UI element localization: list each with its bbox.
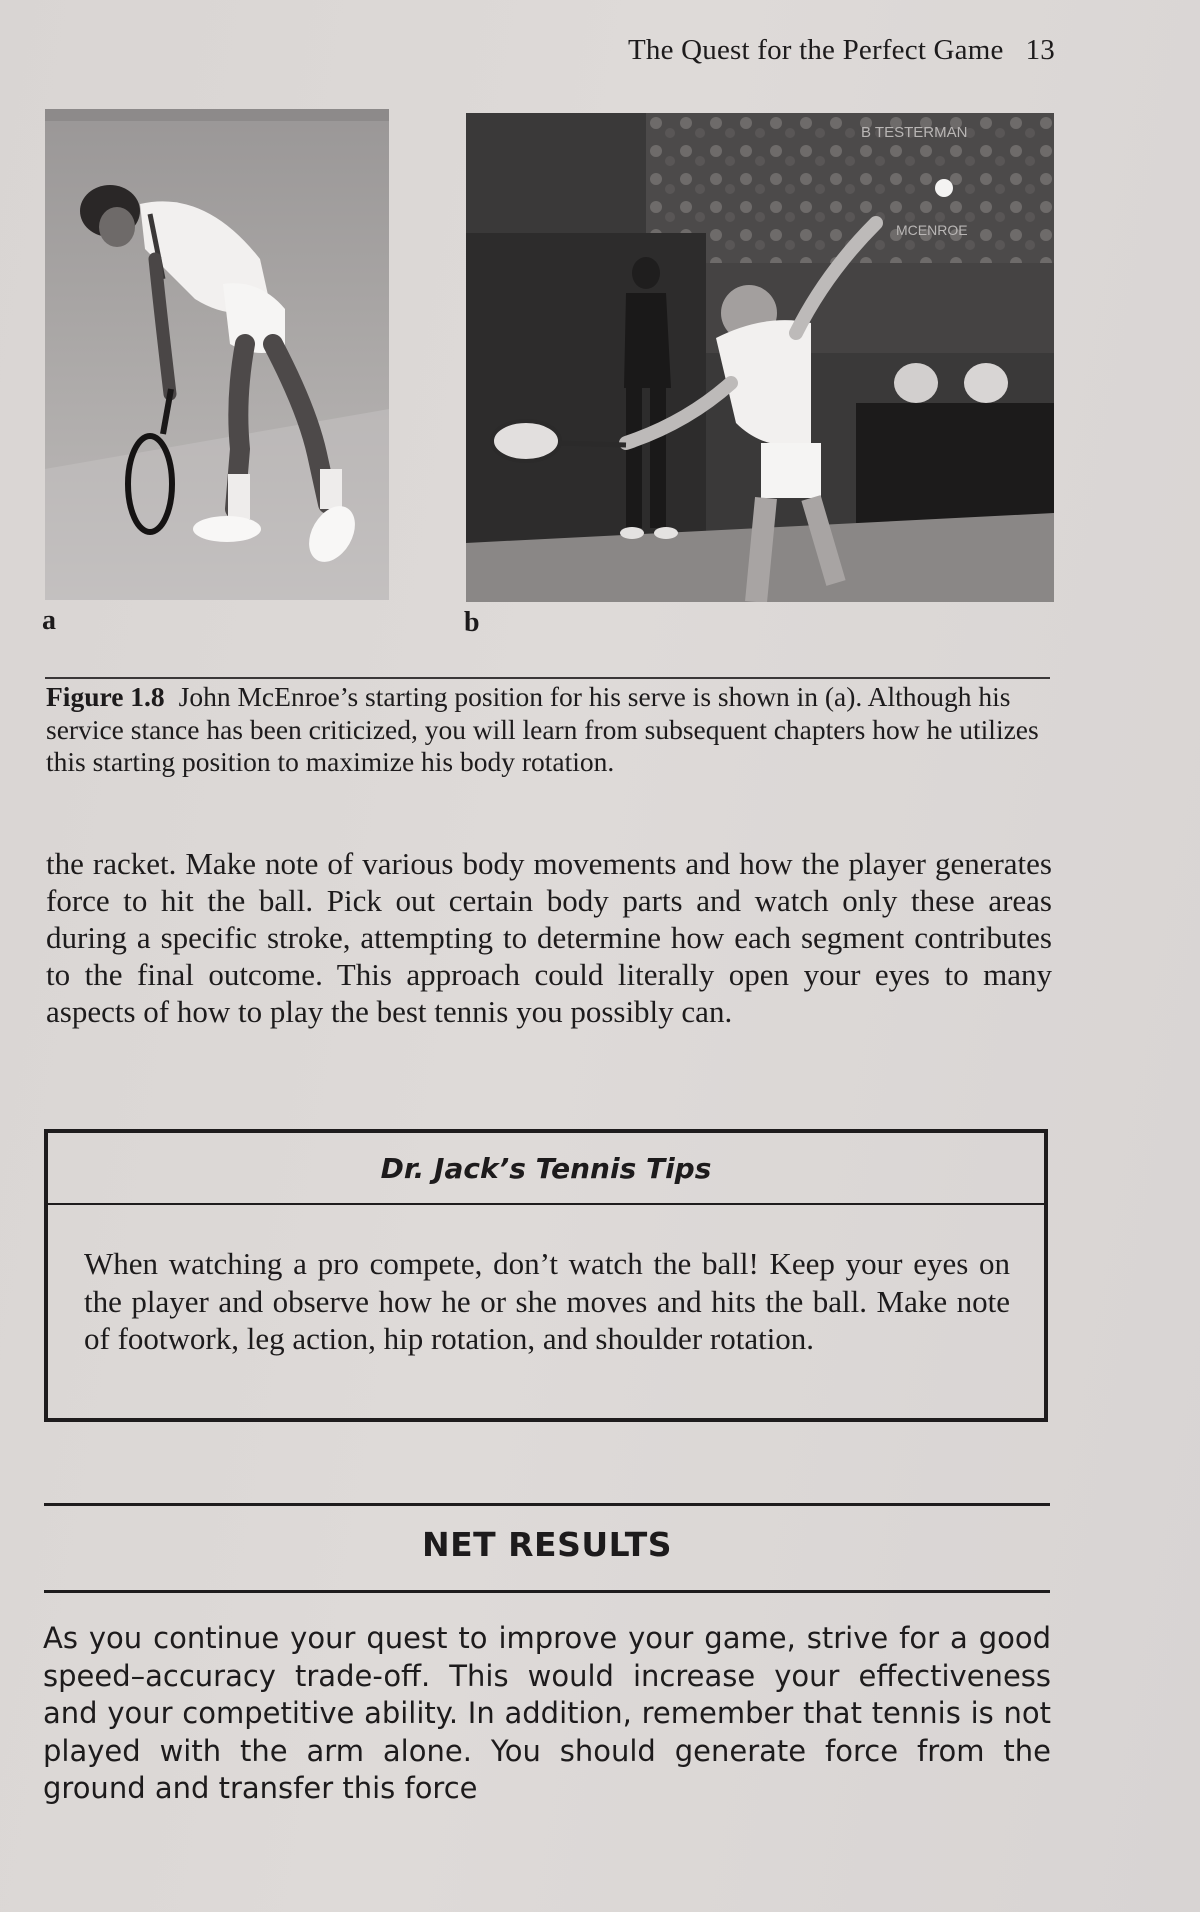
figure-number: Figure 1.8 [46, 681, 165, 712]
figure-caption-text: John McEnroe’s starting position for his serve is shown in (a). Although his service stance has been criticized, you will learn from subsequent chapters how he utilizes this starting position to maximize his body rotation. [46, 681, 1039, 777]
figure-label-b: b [464, 607, 480, 638]
figure-label-a: a [42, 605, 56, 636]
photo-b-serve-toss [466, 113, 1054, 602]
tennis-tips-text: When watching a pro compete, don’t watch the ball! Keep your eyes on the player and observe how he or she moves and hits the ball. Make note of footwork, leg action, hip rotation, and shoulder rotation. [84, 1246, 1010, 1356]
photo-a-serve-stance [45, 109, 389, 600]
page-number: 13 [1025, 34, 1055, 66]
running-head [628, 34, 1055, 67]
net-results-heading: NET RESULTS [421, 1525, 673, 1564]
running-head-title: The Quest for the Perfect Game [627, 34, 1004, 66]
scoreboard-name-1: B TESTERMAN [861, 124, 968, 141]
caption-divider [45, 677, 1050, 679]
tennis-tips-title: Dr. Jack’s Tennis Tips [48, 1133, 1044, 1205]
scoreboard-name-2: MCENROE [896, 222, 968, 238]
tennis-tips-box [44, 1129, 1048, 1422]
body-paragraph: the racket. Make note of various body movements and how the player generates force to hit the ball. Pick out certain body parts and watch only these areas during a specific stroke, attempting to determine how each segment contributes to the final outcome. This approach could literally open your eyes to many aspects of how to play the best tennis you possibly can. [46, 846, 1052, 1029]
net-results-bottom-rule [44, 1590, 1050, 1593]
photo-a-illustration [45, 109, 389, 600]
photo-b-illustration [466, 113, 1054, 602]
net-results-top-rule [44, 1503, 1050, 1506]
figure-caption [46, 681, 1051, 779]
net-results-paragraph: As you continue your quest to improve your game, strive for a good speed–accuracy trade-off. This would increase your effectiveness and your competitive ability. In addition, remember that tennis is not played with the arm alone. You should generate force from the ground and transfer this force [43, 1621, 1051, 1805]
